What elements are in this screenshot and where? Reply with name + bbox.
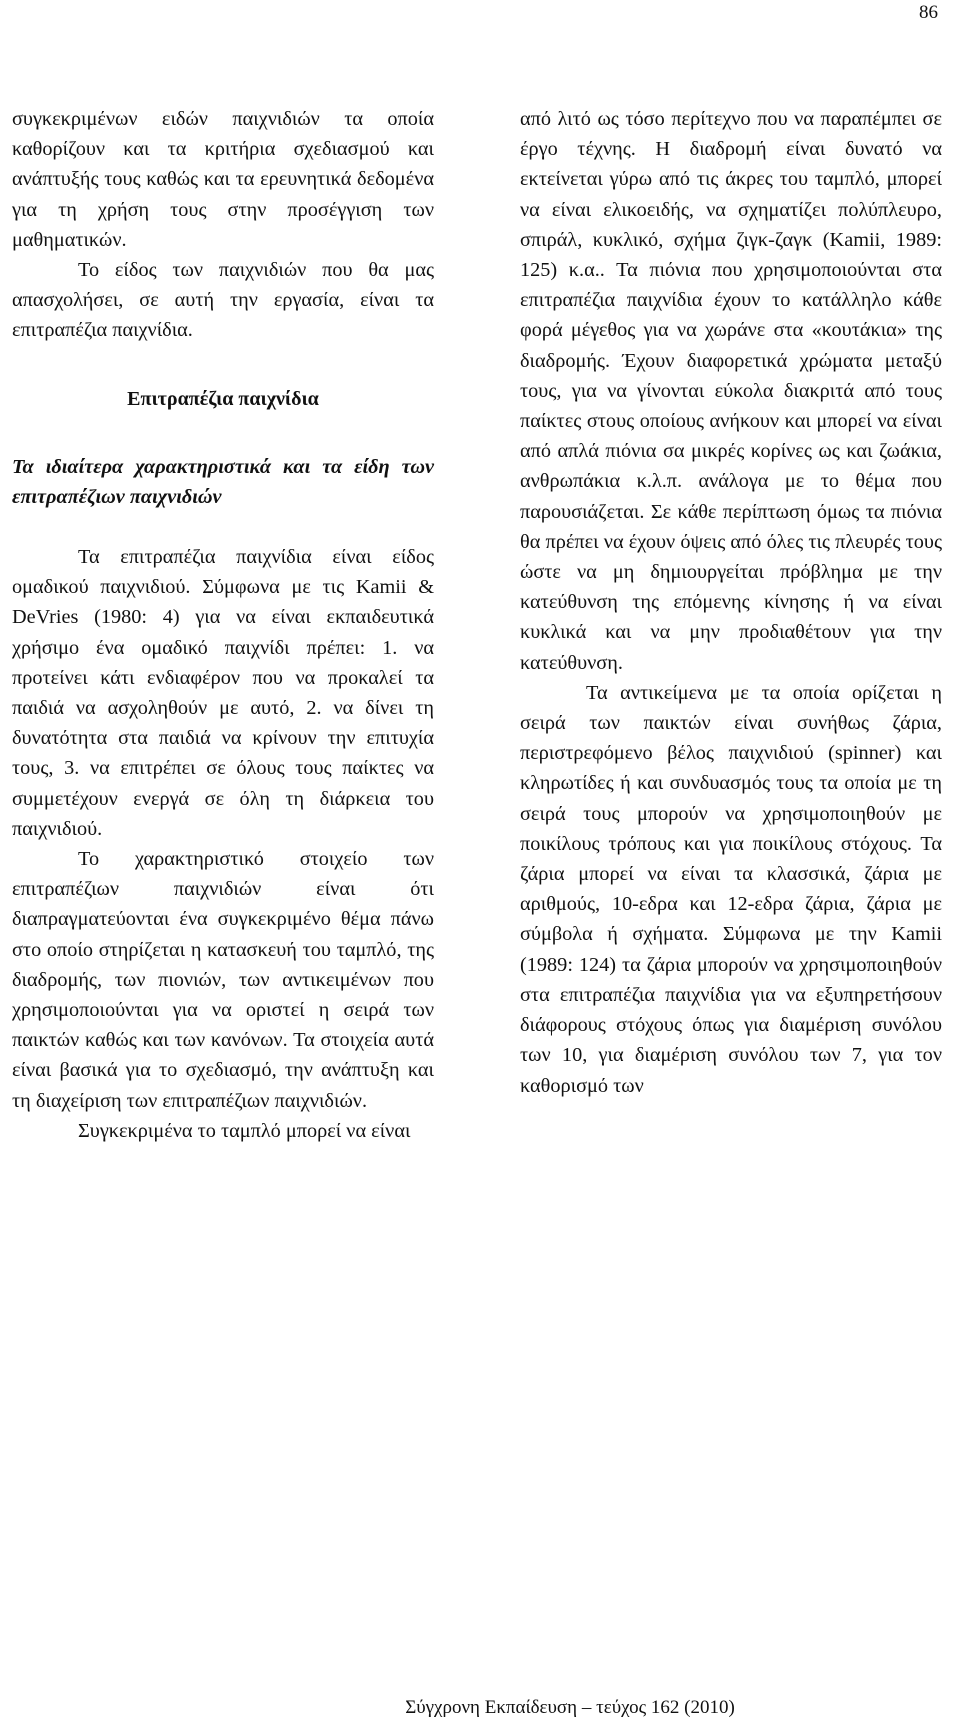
paragraph-turn-objects: Τα αντικείμενα με τα οποία ορίζεται η σειρά των παικτών είναι συνήθως ζάρια, περιστρεφόμενο βέλος παιχνιδιού (spinner) και κληρωτίδες ή και συνδυασμός τους τα οποία με τη σειρά τους μπορούν να χρησιμοποιηθούν με ποικίλους τρόπους και για ποικίλους στόχους. Τα ζάρια μπορεί να είναι τα κλασσικά, ζάρια με αριθμούς, 10-εδρα και 12-εδρα ζάρια, ζάρια με σύμβολα ή σχήματα. Σύμφωνα με την Kamii (1989: 124) τα ζάρια μπορούν να χρησιμοποιηθούν στα επιτραπέζια παιχνίδια για να εξυπηρετήσουν διάφορους στόχους όπως για διαμέριση συνόλου των 10, για διαμέριση συνόλου των 7, για τον καθορισμό των — [520, 681, 942, 1097]
section-subheading: Τα ιδιαίτερα χαρακτηριστικά και τα είδη των επιτραπέζιων παιχνιδιών — [12, 455, 434, 508]
right-column — [520, 104, 942, 1101]
left-column — [12, 104, 434, 1146]
paragraph-board-games-intro: Το είδος των παιχνιδιών που θα μας απασχολήσει, σε αυτή την εργασία, είναι τα επιτραπέζια παιχνίδια. — [12, 259, 434, 342]
page-footer: Σύγχρονη Εκπαίδευση – τεύχος 162 (2010) — [405, 1697, 735, 1718]
paragraph-board: Συγκεκριμένα το ταμπλό μπορεί να είναι — [78, 1119, 411, 1142]
paragraph-group-game-criteria: Τα επιτραπέζια παιχνίδια είναι είδος ομαδικού παιχνιδιού. Σύμφωνα με τις Kamii & DeVries (1980: 4) για να είναι εκπαιδευτικά χρήσιμο ένα ομαδικό παιχνίδι πρέπει: 1. να προτείνει κάτι ενδιαφέρον που να προκαλεί τα παιδιά να ασχοληθούν με αυτό, 2. να δίνει τη δυνατότητα στα παιδιά να κρίνουν την επιτυχία τους, 3. να επιτρέπει σε όλους τους παίκτες να συμμετέχουν ενεργά σε όλη τη διάρκεια του παιχνιδιού. — [12, 546, 434, 840]
paragraph-continuation: συγκεκριμένων ειδών παιχνιδιών τα οποία καθορίζουν και τα κριτήρια σχεδιασμού και ανάπτυξής τους καθώς και τα ερευνητικά δεδομένα για τη χρήση τους στην προσέγγιση των μαθηματικών. — [12, 108, 434, 251]
paragraph-board-continuation: από λιτό ως τόσο περίτεχνο που να παραπέμπει σε έργο τέχνης. Η διαδρομή είναι δυνατό να εκτείνεται γύρω από τις άκρες του ταμπλό, μπορεί να είναι ελικοειδής, να σχηματίζει πολύπλευρο, σπιράλ, κυκλικό, σχήμα ζιγκ-ζαγκ (Kamii, 1989: 125) κ.α.. Τα πιόνια που χρησιμοποιούνται στα επιτραπέζια παιχνίδια έχουν το κατάλληλο κάθε φορά μέγεθος για να χωράνε στα «κουτάκια» της διαδρομής. Έχουν διαφορετικά χρώματα μεταξύ τους, για να γίνονται εύκολα διακριτά από τους παίκτες στους οποίους ανήκουν και μπορεί να είναι από απλά πιόνια σα μικρές κορίνες ως και ζωάκια, ανθρωπάκια κ.λ.π. ανάλογα με το θέμα που παρουσιάζεται. Σε κάθε περίπτωση όμως τα πιόνια θα πρέπει να έχουν όψεις από όλες τις πλευρές τους ώστε να μη δημιουργείται πρόβλημα με την κατεύθυνση της επόμενης κίνησης ή να είναι κυκλικά και να μην προδιαθέτουν για την κατεύθυνση. — [520, 108, 942, 674]
page-number: 86 — [919, 2, 938, 23]
paragraph-characteristics: Το χαρακτηριστικό στοιχείο των επιτραπέζιων παιχνιδιών είναι ότι διαπραγματεύονται ένα συγκεκριμένο θέμα πάνω στο οποίο στηρίζεται η κατασκευή του ταμπλό, της διαδρομής, των πιονιών, των αντικειμένων που χρησιμοποιούνται για να οριστεί η σειρά των παικτών καθώς και των κανόνων. Τα στοιχεία αυτά είναι βασικά για το σχεδιασμό, την ανάπτυξη και τη διαχείριση των επιτραπέζιων παιχνιδιών. — [12, 848, 434, 1112]
section-heading: Επιτραπέζια παιχνίδια — [127, 387, 319, 410]
